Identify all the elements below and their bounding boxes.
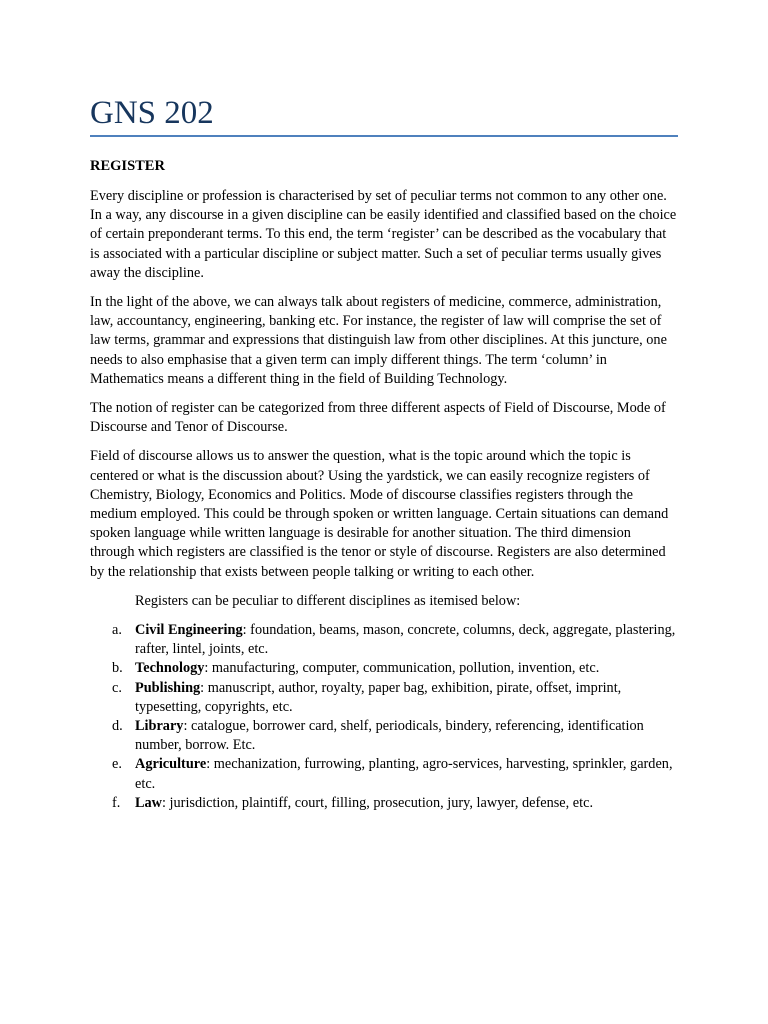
list-item-text: : manuscript, author, royalty, paper bag, exhibition, pirate, offset, imprint, typesetting, copyrights, etc. bbox=[135, 679, 622, 715]
list-item bbox=[90, 717, 678, 755]
paragraph-1: Every discipline or profession is characterised by set of peculiar terms not common to any other one. In a way, any discourse in a given discipline can be easily identified and classified based on the choice of certain preponderant terms. To this end, the term ‘register’ can be described as the vocabulary that is associated with a particular discipline or subject matter. Such a set of peculiar terms usually gives away the discipline. bbox=[90, 188, 677, 281]
list-item bbox=[90, 679, 678, 717]
list-item-term: Publishing bbox=[135, 679, 201, 696]
paragraph-2: In the light of the above, we can always talk about registers of medicine, commerce, administration, law, accountancy, engineering, banking etc. For instance, the register of law will comprise the set of law terms, grammar and expressions that distinguish law from other disciplines. At this juncture, one needs to also emphasise that a given term can imply different things. The term ‘column’ in Mathematics means a different thing in the field of Building Technology. bbox=[90, 294, 667, 387]
paragraph-3: The notion of register can be categorized from three different aspects of Field of Discourse, Mode of Discourse and Tenor of Discourse. bbox=[90, 400, 666, 436]
list-marker: b. bbox=[112, 660, 123, 677]
list-marker: f. bbox=[112, 794, 121, 811]
list-item-content bbox=[135, 659, 678, 678]
list-item-term: Civil Engineering bbox=[135, 622, 243, 639]
list-item-term: Law bbox=[135, 794, 163, 811]
list-item bbox=[90, 794, 678, 813]
list-marker: a. bbox=[112, 622, 122, 639]
list-item bbox=[90, 755, 678, 793]
list-item-content bbox=[135, 679, 678, 717]
list-item-term: Technology bbox=[135, 660, 205, 677]
discipline-list bbox=[90, 621, 678, 813]
body-text bbox=[90, 187, 678, 813]
list-item-term: Agriculture bbox=[135, 756, 207, 773]
title-underline bbox=[90, 135, 678, 137]
document-title: GNS 202 bbox=[90, 95, 214, 131]
list-item-content bbox=[135, 794, 678, 813]
list-item-text: : mechanization, furrowing, planting, agro-services, harvesting, sprinkler, garden, etc. bbox=[135, 756, 673, 792]
list-intro: Registers can be peculiar to different disciplines as itemised below: bbox=[135, 592, 521, 609]
list-item-text: : manufacturing, computer, communication, pollution, invention, etc. bbox=[204, 660, 600, 677]
list-item-text: : foundation, beams, mason, concrete, columns, deck, aggregate, plastering, rafter, lintel, joints, etc. bbox=[135, 622, 676, 658]
list-item-content bbox=[135, 755, 678, 793]
list-marker: c. bbox=[112, 679, 122, 696]
section-heading: REGISTER bbox=[90, 158, 165, 174]
list-item-content bbox=[135, 621, 678, 659]
list-item bbox=[90, 621, 678, 659]
list-item-text: : catalogue, borrower card, shelf, periodicals, bindery, referencing, identification number, borrow. Etc. bbox=[135, 718, 644, 754]
list-item-content bbox=[135, 717, 678, 755]
list-item-term: Library bbox=[135, 718, 184, 735]
list-item bbox=[90, 659, 678, 678]
list-marker: e. bbox=[112, 756, 122, 773]
list-item-text: : jurisdiction, plaintiff, court, filling, prosecution, jury, lawyer, defense, etc. bbox=[162, 794, 594, 811]
list-marker: d. bbox=[112, 718, 123, 735]
paragraph-4: Field of discourse allows us to answer the question, what is the topic around which the topic is centered or what is the discussion about? Using the yardstick, we can easily recognize registers of Chemistry, Biology, Economics and Politics. Mode of discourse classifies registers through the medium employed. This could be through spoken or written language. Certain situations can demand spoken language while written language is desirable for another situation. The third dimension through which registers are classified is the tenor or style of discourse. Registers are also determined by the relationship that exists between people talking or writing to each other. bbox=[90, 448, 669, 580]
